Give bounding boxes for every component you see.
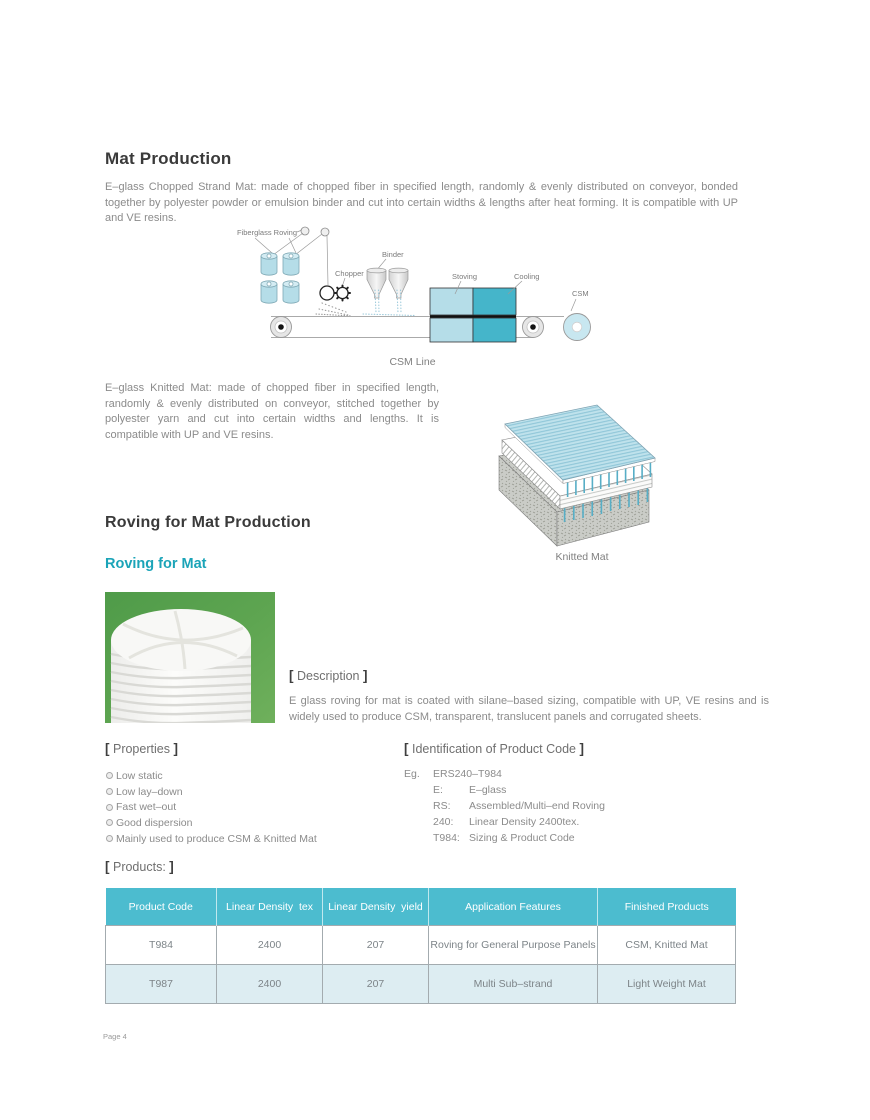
binder-hoppers xyxy=(367,268,408,298)
products-table xyxy=(105,888,736,1004)
cooling-block xyxy=(473,288,516,315)
cell-linear-density-tex: 2400 xyxy=(217,965,323,1004)
stoving-block xyxy=(430,288,473,315)
identification-row xyxy=(404,816,605,832)
bracket-open: [ xyxy=(105,859,110,874)
identification-heading-label: Identification of Product Code xyxy=(411,742,576,756)
description-heading xyxy=(289,668,368,683)
cell-product-code: T987 xyxy=(106,965,217,1004)
cell-finished-products: Light Weight Mat xyxy=(598,965,736,1004)
col-header-linear-density-yield: Linear Density yield xyxy=(323,888,429,926)
identification-block xyxy=(404,768,605,848)
property-item xyxy=(106,831,317,847)
cell-linear-density-tex: 2400 xyxy=(217,926,323,965)
code-key: 240: xyxy=(433,816,454,828)
ring-bullet-icon xyxy=(106,772,113,779)
oven-blocks xyxy=(430,288,516,342)
property-label: Fast wet–out xyxy=(116,801,177,814)
identification-row xyxy=(404,800,605,816)
description-text: E glass roving for mat is coated with silane–based sizing, compatible with UP, VE resins and is widely used to produce CSM, transparent, translucent panels and corrugated sheets. xyxy=(289,695,769,723)
bracket-close: ] xyxy=(579,741,584,756)
code-key: RS: xyxy=(433,800,451,812)
code-value: Assembled/Multi–end Roving xyxy=(469,800,605,812)
identification-heading xyxy=(404,741,584,756)
example-code: ERS240–T984 xyxy=(433,768,502,780)
code-key: E: xyxy=(433,784,443,796)
chopper-pointer xyxy=(343,278,345,284)
knitted-mat-illustration xyxy=(497,398,667,550)
ring-bullet-icon xyxy=(106,835,113,842)
knitted-mat-caption: Knitted Mat xyxy=(555,551,609,563)
bracket-close: ] xyxy=(173,741,178,756)
property-item xyxy=(106,815,317,831)
intro-paragraph: E–glass Chopped Strand Mat: made of chopped fiber in specified length, randomly & evenly distributed on conveyor, bonded together by polyester powder or emulsion binder and cut into certain widths & lengths after heat forming. It is compatible with UP and VE resins. xyxy=(105,181,738,225)
cooling-label: Cooling xyxy=(514,272,540,281)
eg-label: Eg. xyxy=(404,768,420,780)
csm-roll xyxy=(564,314,591,341)
code-value: E–glass xyxy=(469,784,507,796)
fiberglass-roving-label: Fiberglass Roving xyxy=(237,228,298,237)
description-heading-label: Description xyxy=(296,669,360,683)
cell-product-code: T984 xyxy=(106,926,217,965)
cell-finished-products: CSM, Knitted Mat xyxy=(598,926,736,965)
conveyor-belt xyxy=(271,317,565,338)
code-value: Linear Density 2400tex. xyxy=(469,816,580,828)
cell-application-features: Roving for General Purpose Panels xyxy=(429,926,598,965)
products-heading-label: Products: xyxy=(112,860,166,874)
property-label: Mainly used to produce CSM & Knitted Mat xyxy=(116,832,317,845)
ring-bullet-icon xyxy=(106,788,113,795)
code-value: Sizing & Product Code xyxy=(469,832,575,844)
roving-section-title: Roving for Mat Production xyxy=(105,514,311,531)
cell-linear-density-yield: 207 xyxy=(323,926,429,965)
cell-linear-density-yield: 207 xyxy=(323,965,429,1004)
property-label: Low lay–down xyxy=(116,785,183,798)
properties-heading xyxy=(105,741,178,756)
roving-subsection-title: Roving for Mat xyxy=(105,556,207,572)
products-table-header xyxy=(106,888,736,926)
binder-label: Binder xyxy=(382,250,404,259)
products-heading xyxy=(105,859,174,874)
table-row xyxy=(106,965,736,1004)
csm-label: CSM xyxy=(572,289,589,298)
cell-application-features: Multi Sub–strand xyxy=(429,965,598,1004)
ring-bullet-icon xyxy=(106,819,113,826)
conveyor-roller-right xyxy=(523,317,544,338)
col-header-finished-products: Finished Products xyxy=(598,888,736,926)
bracket-close: ] xyxy=(363,668,368,683)
bracket-open: [ xyxy=(404,741,409,756)
properties-heading-label: Properties xyxy=(112,742,170,756)
page-number: Page 4 xyxy=(103,1032,127,1041)
table-row xyxy=(106,926,736,965)
bracket-open: [ xyxy=(289,668,294,683)
csm-pointer xyxy=(571,299,576,311)
property-item xyxy=(106,799,317,815)
binder-specks xyxy=(363,290,415,316)
bracket-close: ] xyxy=(169,859,174,874)
col-header-product-code: Product Code xyxy=(106,888,217,926)
knitted-mat-paragraph: E–glass Knitted Mat: made of chopped fiber in specified length, randomly & evenly distributed on conveyor, stitched together by polyester yarn and cut into certain widths and lengths. It is compatible with UP and VE resins. xyxy=(105,382,439,442)
identification-row xyxy=(404,832,605,848)
code-key: T984: xyxy=(433,832,460,844)
roving-spool xyxy=(111,609,251,723)
property-label: Low static xyxy=(116,769,163,782)
properties-list xyxy=(106,768,317,846)
chopper-icon xyxy=(320,286,350,301)
property-item xyxy=(106,784,317,800)
bracket-open: [ xyxy=(105,741,110,756)
col-header-linear-density-tex: Linear Density tex xyxy=(217,888,323,926)
chopped-fiber-specks xyxy=(316,303,352,316)
chopper-label: Chopper xyxy=(335,269,364,278)
identification-example-line xyxy=(404,768,605,784)
identification-row xyxy=(404,784,605,800)
col-header-application-features: Application Features xyxy=(429,888,598,926)
ring-bullet-icon xyxy=(106,804,113,811)
roving-cylinders xyxy=(261,253,299,303)
property-label: Good dispersion xyxy=(116,816,193,829)
property-item xyxy=(106,768,317,784)
conveyor-roller-left xyxy=(271,317,292,338)
csm-line-diagram xyxy=(225,222,600,350)
roving-photo xyxy=(105,592,275,723)
csm-line-caption: CSM Line xyxy=(389,356,436,368)
page-title: Mat Production xyxy=(105,149,232,168)
stoving-label: Stoving xyxy=(452,272,478,281)
